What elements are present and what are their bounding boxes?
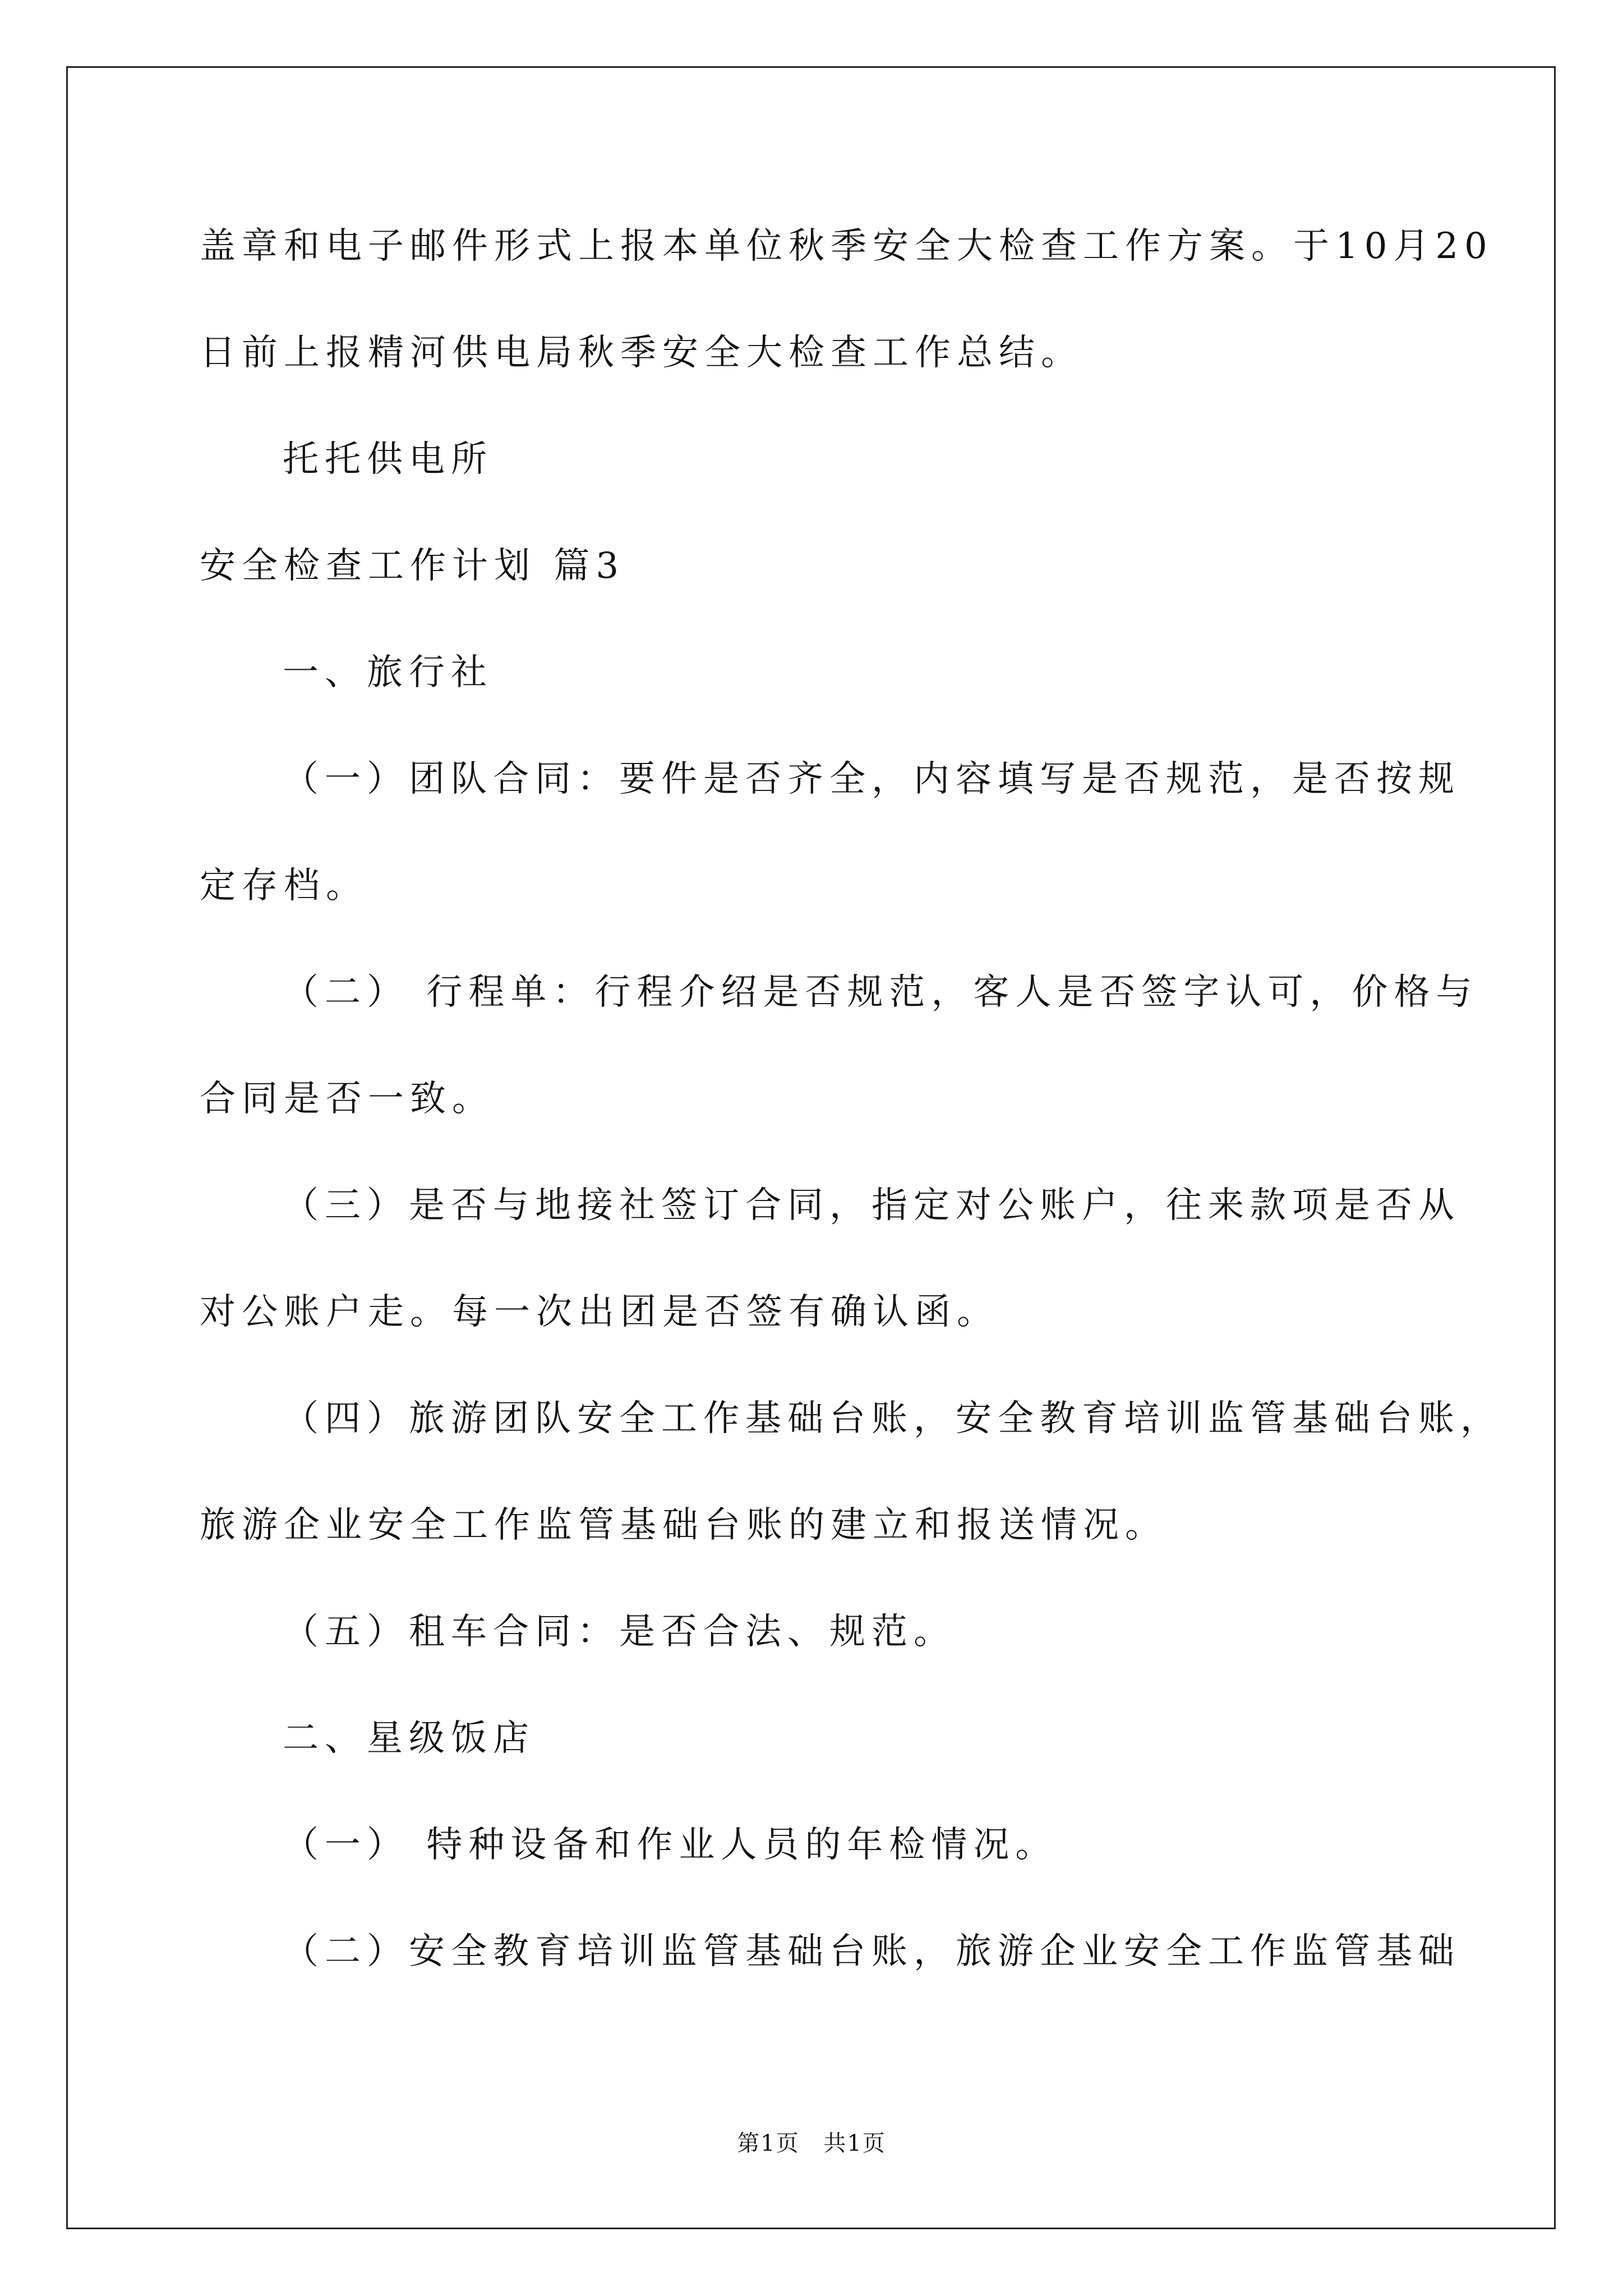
text-line: 盖章和电子邮件形式上报本单位秋季安全大检查工作方案。于10月20 [200, 226, 1493, 267]
text-line: （二）安全教育培训监管基础台账，旅游企业安全工作监管基础 [283, 1931, 1460, 1972]
document-body [200, 66, 1509, 2226]
text-line: （一） 特种设备和作业人员的年检情况。 [283, 1824, 1058, 1866]
text-line: 二、星级饭店 [283, 1718, 535, 1759]
text-line: 一、旅行社 [283, 652, 493, 693]
text-line: （五）租车合同：是否合法、规范。 [283, 1611, 956, 1653]
text-line: 日前上报精河供电局秋季安全大检查工作总结。 [200, 332, 1083, 374]
section-heading: 安全检查工作计划 篇3 [200, 545, 625, 587]
text-line: 托托供电所 [283, 439, 493, 480]
page-number-current: 第1页 [737, 2131, 800, 2156]
text-line: （一）团队合同：要件是否齐全，内容填写是否规范，是否按规 [283, 758, 1460, 800]
text-line: 定存档。 [200, 865, 368, 907]
text-line: （四）旅游团队安全工作基础台账，安全教育培训监管基础台账， [283, 1398, 1502, 1439]
text-line: （二） 行程单：行程介绍是否规范，客人是否签字认可，价格与 [283, 972, 1478, 1013]
page-number-total: 共1页 [823, 2131, 886, 2156]
text-line: 对公账户走。每一次出团是否签有确认函。 [200, 1291, 999, 1333]
page-footer [0, 2129, 1623, 2157]
text-line: 合同是否一致。 [200, 1078, 494, 1120]
text-line: （三）是否与地接社签订合同，指定对公账户，往来款项是否从 [283, 1185, 1460, 1226]
text-line: 旅游企业安全工作监管基础台账的建立和报送情况。 [200, 1504, 1167, 1546]
